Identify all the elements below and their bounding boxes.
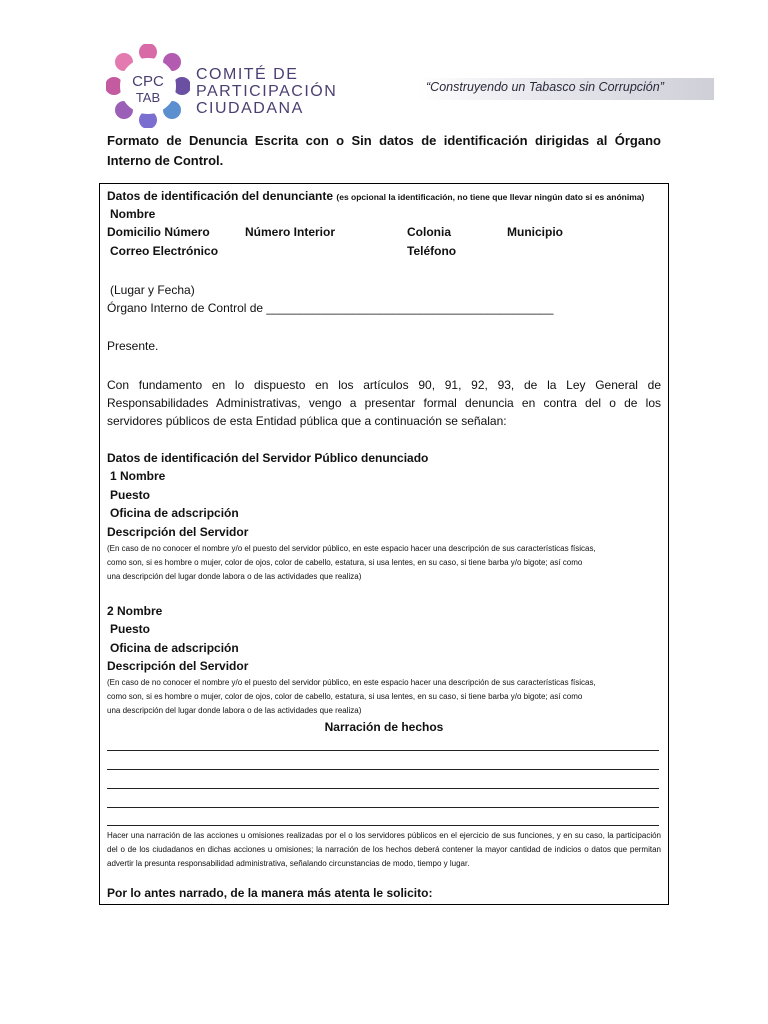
narracion-line[interactable] <box>107 825 659 826</box>
servidor1-nombre: 1 Nombre <box>110 469 166 483</box>
servidor1-descripcion: Descripción del Servidor <box>107 525 249 539</box>
fundamento-paragraph: Con fundamento en lo dispuesto en los artículos 90, 91, 92, 93, de la Ley General de Responsabilidades Administrativas, vengo a presentar formal denuncia en contra del o de los servidores públicos de esta Entidad pública que a continuación se señalan: <box>107 378 661 428</box>
logo-text-cpc: CPC <box>132 73 164 90</box>
servidor1-nota-line: como son, si es hombre o mujer, color de ojos, color de cabello, estatura, si usa lentes, en su caso, si tiene barba y/o bigote; así como <box>107 558 583 567</box>
narracion-line[interactable] <box>107 769 659 770</box>
label-colonia: Colonia <box>407 225 451 239</box>
label-nombre: Nombre <box>110 207 156 221</box>
servidor2-oficina: Oficina de adscripción <box>110 641 239 655</box>
label-municipio: Municipio <box>507 225 563 239</box>
servidor1-nota-line: una descripción del lugar donde labora o de las actividades que realiza) <box>107 572 362 581</box>
denunciante-heading: Datos de identificación del denunciante <box>107 189 334 203</box>
servidor-heading: Datos de identificación del Servidor Público denunciado <box>107 451 429 465</box>
organo-interno: Órgano Interno de Control de ___________________________________________ <box>107 301 554 315</box>
narracion-instrucciones: Hacer una narración de las acciones u omisiones realizadas por el o los servidores públicos en el ejercicio de sus funciones, y en su caso, la participación del o de los ciudadanos en dichas acciones u omisiones; la narración de los hechos deberá contener la mayor cantidad de indicios o datos que permitan advertir la presunta responsabilidad administrativa, señalando circunstancias de modo, tiempo y lugar. <box>107 831 661 868</box>
slogan-text: “Construyendo un Tabasco sin Corrupción” <box>426 80 664 94</box>
label-telefono: Teléfono <box>407 244 457 258</box>
denunciante-heading-row <box>107 189 644 205</box>
servidor1-puesto: Puesto <box>110 488 151 502</box>
servidor1-nota-line: (En caso de no conocer el nombre y/o el puesto del servidor público, en este espacio hacer una descripción de sus características físicas, <box>107 544 596 553</box>
label-domicilio: Domicilio Número <box>107 225 210 239</box>
org-name-line: PARTICIPACIÓN <box>196 83 338 100</box>
servidor2-nota-line: una descripción del lugar donde labora o de las actividades que realiza) <box>107 706 362 715</box>
narracion-heading: Narración de hechos <box>324 720 444 734</box>
label-correo: Correo Electrónico <box>110 244 219 258</box>
solicito-text: Por lo antes narrado, de la manera más atenta le solicito: <box>107 886 433 900</box>
narracion-line[interactable] <box>107 807 659 808</box>
narracion-line[interactable] <box>107 788 659 789</box>
document-title: Formato de Denuncia Escrita con o Sin datos de identificación dirigidas al Órgano Interno de Control. <box>107 133 661 168</box>
org-name-line: CIUDADANA <box>196 100 304 117</box>
presente: Presente. <box>107 339 159 353</box>
servidor2-nota-line: (En caso de no conocer el nombre y/o el puesto del servidor público, en este espacio hacer una descripción de sus características físicas, <box>107 678 596 687</box>
denunciante-note: (es opcional la identificación, no tiene que llevar ningún dato si es anónima) <box>336 192 645 202</box>
servidor2-nombre: 2 Nombre <box>107 604 163 618</box>
servidor2-nota-line: como son, si es hombre o mujer, color de ojos, color de cabello, estatura, si usa lentes, en su caso, si tiene barba y/o bigote; así como <box>107 692 583 701</box>
logo-text-tab: TAB <box>135 90 161 105</box>
servidor2-descripcion: Descripción del Servidor <box>107 659 249 673</box>
lugar-fecha: (Lugar y Fecha) <box>110 283 195 297</box>
organization-name <box>196 66 337 117</box>
label-numero-interior: Número Interior <box>245 225 336 239</box>
cpc-tab-logo <box>106 44 190 128</box>
servidor2-puesto: Puesto <box>110 622 151 636</box>
servidor1-oficina: Oficina de adscripción <box>110 506 239 520</box>
org-name-line: COMITÉ DE <box>196 66 299 83</box>
narracion-line[interactable] <box>107 750 659 751</box>
